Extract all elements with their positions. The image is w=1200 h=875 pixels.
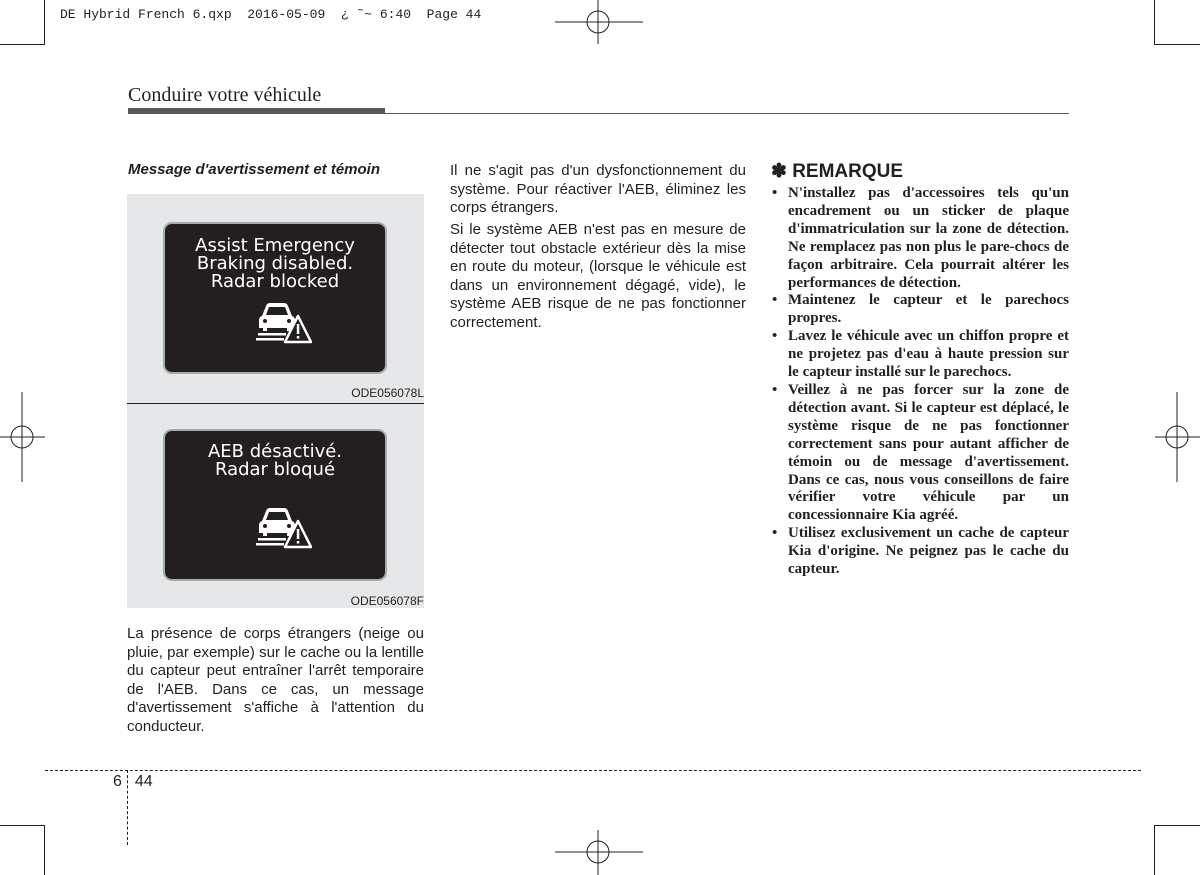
figure-radar-blocked-en [127, 194, 424, 405]
middle-paragraph-1: Il ne s'agit pas d'un dysfonctionnement du système. Pour réactiver l'AEB, éliminez les corps étrangers. [450, 162, 746, 217]
page-number-value: 44 [134, 773, 153, 790]
display-message: AEB désactivé. Radar bloqué [207, 441, 343, 480]
registration-mark-top [555, 0, 643, 45]
display-message: Assist Emergency Braking disabled. Radar blocked [195, 235, 355, 292]
registration-mark-bottom [555, 830, 643, 875]
cluster-display [163, 429, 387, 581]
radar-blocked-warning-icon [256, 298, 312, 344]
cluster-display [163, 222, 387, 374]
section-title: Conduire votre véhicule [128, 84, 322, 106]
registration-mark-left [0, 392, 45, 482]
print-slug: DE Hybrid French 6.qxp 2016-05-09 ¿ ˜~ 6:40 Page 44 [60, 7, 482, 22]
figure-code-2: ODE056078F [350, 594, 424, 608]
remark-item: • Maintenez le capteur et le parechocs propres. [771, 292, 1069, 328]
figure-radar-blocked-fr [127, 404, 424, 608]
caption-heading: Message d'avertissement et témoin [128, 161, 380, 178]
remark-item: • Lavez le véhicule avec un chiffon propre et ne projetez pas d'eau à haute pression sur le capteur installé sur le parechocs. [771, 328, 1069, 382]
left-paragraph: La présence de corps étrangers (neige ou pluie, par exemple) sur le cache ou la lentille du capteur peut entraîner l'arrêt temporaire de l'AEB. Dans ce cas, un message d'avertissement s'affiche à l'attention du conducteur. [127, 625, 424, 735]
footer-dashed-rule [45, 770, 1141, 771]
figure-code-1: ODE056078L [351, 386, 424, 400]
remark-list [771, 185, 1069, 579]
page-number [113, 773, 153, 791]
registration-mark-right [1155, 392, 1200, 482]
header-rule-thin [385, 113, 1069, 114]
radar-blocked-warning-icon [256, 503, 312, 549]
remark-item: • N'installez pas d'accessoires tels qu'un encadrement ou un sticker de plaque d'immatriculation sur la zone de détection. Ne remplacez pas non plus le pare-chocs de façon arbitraire. Cela pourrait altérer les performances de détection. [771, 185, 1069, 292]
remark-title: ✽ REMARQUE [771, 161, 904, 182]
remark-item: • Veillez à ne pas forcer sur la zone de détection avant. Si le capteur est déplacé, le système risque de ne pas fonctionner correctement sans pour autant afficher de témoin ou de message d'avertissement. Dans ce cas, nous vous conseillons de faire vérifier votre véhicule par un concessionnaire Kia agréé. [771, 382, 1069, 525]
section-number: 6 [113, 773, 122, 790]
middle-paragraph-2: Si le système AEB n'est pas en mesure de détecter tout obstacle extérieur dès la mise en route du moteur, (lorsque le véhicule est dans un environnement dégagé, vide), le système AEB risque de ne pas fonctionner correctement. [450, 221, 746, 331]
header-rule-thick [128, 108, 385, 114]
remark-item: • Utilisez exclusivement un cache de capteur Kia d'origine. Ne peignez pas le cache du capteur. [771, 525, 1069, 579]
